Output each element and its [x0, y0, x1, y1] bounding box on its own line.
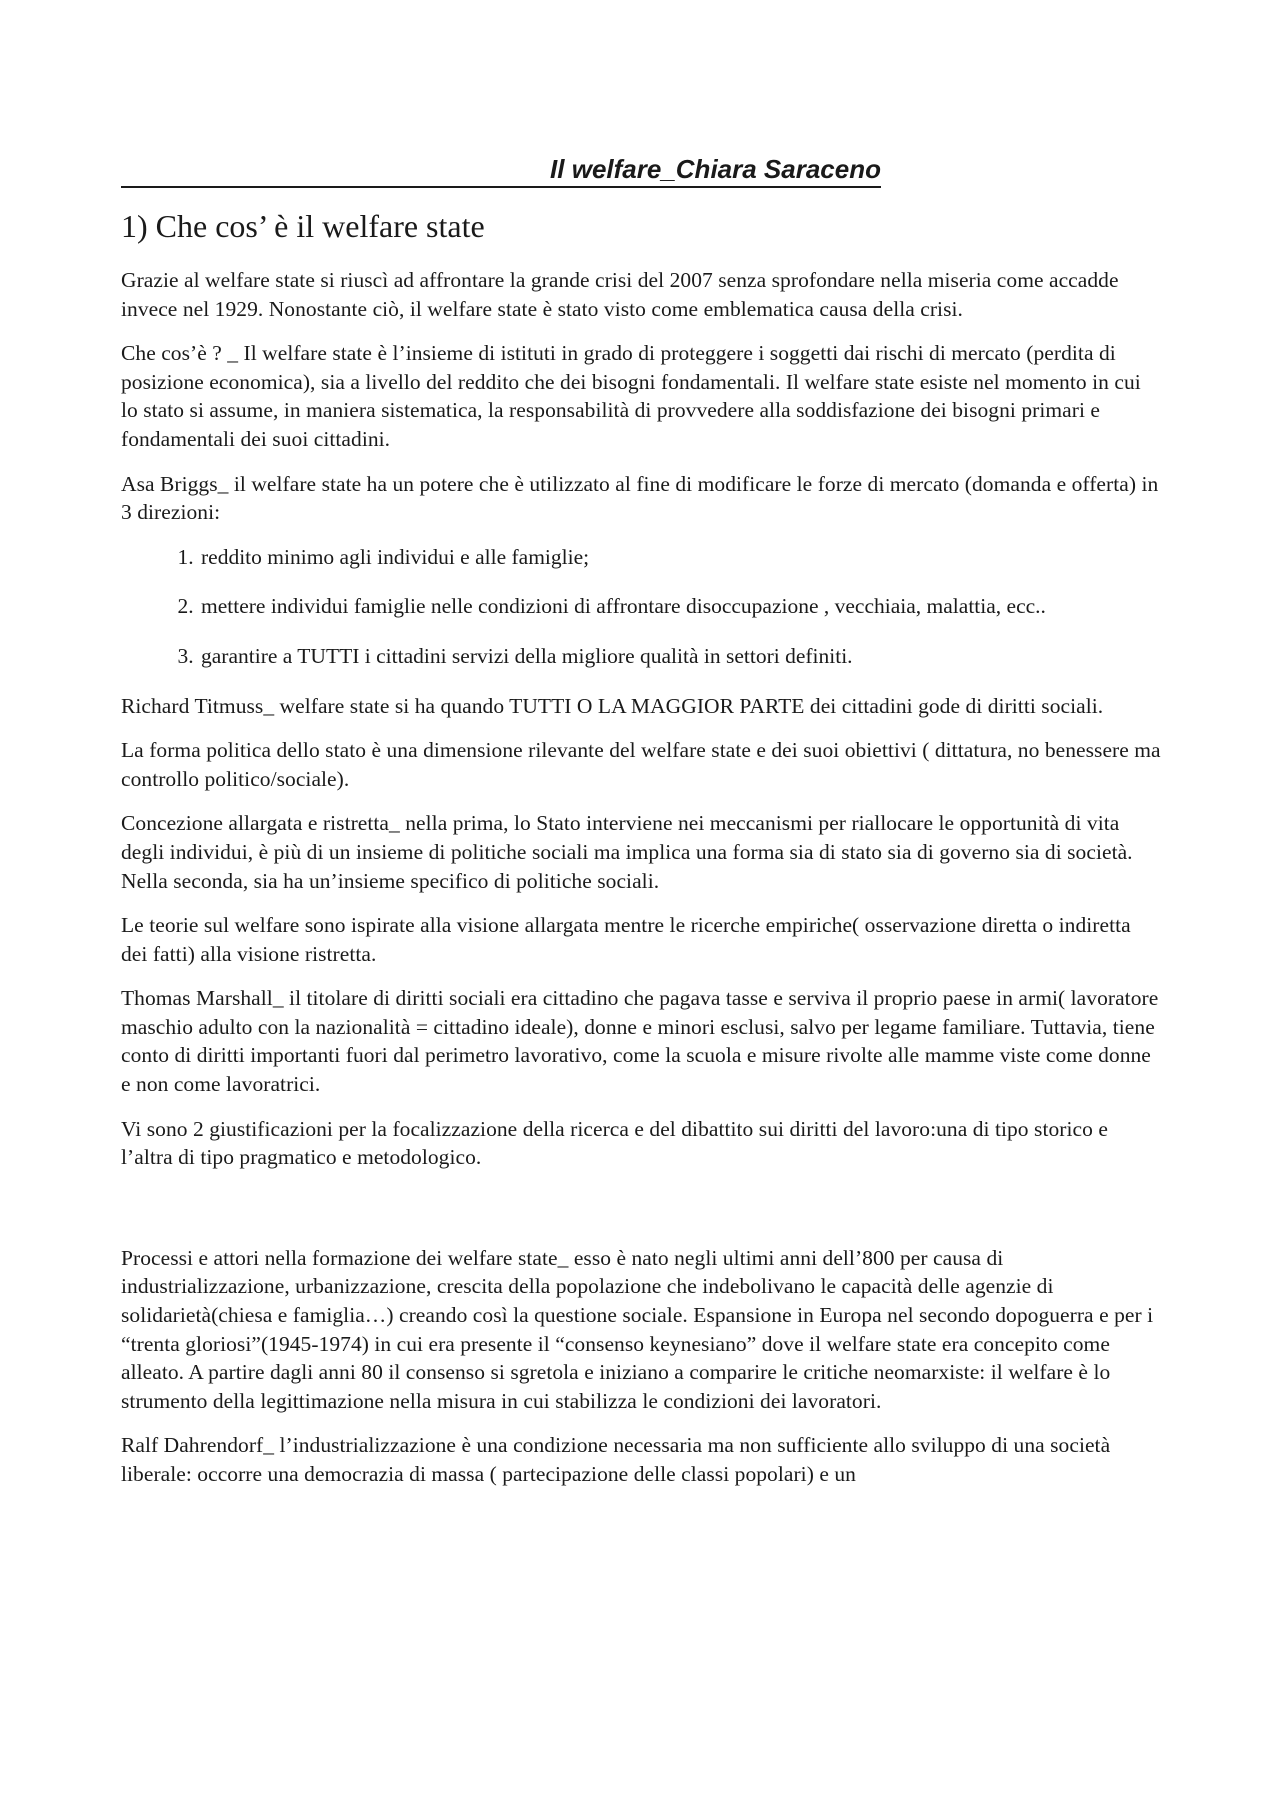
title-underline	[121, 148, 881, 188]
list-item: 1. reddito minimo agli individui e alle famiglie;	[199, 543, 1161, 572]
paragraph-theories: Le teorie sul welfare sono ispirate alla visione allargata mentre le ricerche empiriche( osservazione diretta o indiretta dei fatti) alla visione ristretta.	[121, 913, 1131, 966]
paragraph-marshall: Thomas Marshall_ il titolare di diritti sociali era cittadino che pagava tasse e serviva il proprio paese in armi( lavoratore maschio adulto con la nazionalità = cittadino ideale), donne e minori esclusi, salvo per legame familiare. Tuttavia, tiene conto di diritti importanti fuori dal perimetro lavorativo, come la scuola e misure rivolte alle mamme viste come donne e non come lavoratrici.	[121, 986, 1159, 1097]
paragraph-conception: Concezione allargata e ristretta_ nella prima, lo Stato interviene nei meccanismi per riallocare le opportunità di vita degli individui, è più di un insieme di politiche sociali ma implica una forma sia di stato sia di governo sia di società. Nella seconda, sia ha un’insieme specifico di politiche sociali.	[121, 811, 1133, 893]
briggs-directions-list	[121, 543, 1161, 671]
document-title: Il welfare_Chiara Saraceno	[550, 154, 881, 184]
section-heading: 1) Che cos’ è il welfare state	[121, 208, 485, 244]
list-item: 2. mettere individui famiglie nelle condizioni di affrontare disoccupazione , vecchiaia, malattia, ecc..	[199, 592, 1161, 621]
paragraph-briggs: Asa Briggs_ il welfare state ha un potere che è utilizzato al fine di modificare le forze di mercato (domanda e offerta) in 3 direzioni:	[121, 471, 1159, 525]
paragraph-definition: Che cos’è ? _ Il welfare state è l’insieme di istituti in grado di proteggere i soggetti dai rischi di mercato (perdita di posizione economica), sia a livello del reddito che dei bisogni fondamentali. Il welfare state esiste nel momento in cui lo stato si assume, in maniera sistematica, la responsabilità di provvedere alla soddisfazione dei bisogni primari e fondamentali dei suoi cittadini.	[121, 341, 1141, 451]
paragraph-processes: Processi e attori nella formazione dei welfare state_ esso è nato negli ultimi anni dell’800 per causa di industrializzazione, urbanizzazione, crescita della popolazione che indebolivano le capacità delle agenzie di solidarietà(chiesa e famiglia…) creando così la questione sociale. Espansione in Europa nel secondo dopoguerra e per i “trenta gloriosi”(1945-1974) in cui era presente il “consenso keynesiano” dove il welfare state era concepito come alleato. A partire dagli anni 80 il consenso si sgretola e iniziano a comparire le critiche neomarxiste: il welfare è lo strumento della legittimazione nella misura in cui stabilizza le condizioni dei lavoratori.	[121, 1245, 1154, 1413]
paragraph-intro: Grazie al welfare state si riuscì ad affrontare la grande crisi del 2007 senza sprofondare nella miseria come accadde invece nel 1929. Nonostante ciò, il welfare state è stato visto come emblematica causa della crisi.	[121, 268, 1119, 321]
paragraph-titmuss: Richard Titmuss_ welfare state si ha quando TUTTI O LA MAGGIOR PARTE dei cittadini gode di diritti sociali.	[121, 693, 1104, 718]
paragraph-political-form: La forma politica dello stato è una dimensione rilevante del welfare state e dei suoi obiettivi ( dittatura, no benessere ma controllo politico/sociale).	[121, 738, 1161, 791]
paragraph-dahrendorf: Ralf Dahrendorf_ l’industrializzazione è una condizione necessaria ma non sufficiente allo sviluppo di una società liberale: occorre una democrazia di massa ( partecipazione delle classi popolari) e un	[121, 1433, 1111, 1486]
blank-space	[121, 1188, 1161, 1244]
paragraph-justifications: Vi sono 2 giustificazioni per la focalizzazione della ricerca e del dibattito sui diritti del lavoro:una di tipo storico e l’altra di tipo pragmatico e metodologico.	[121, 1116, 1108, 1170]
list-item: 3. garantire a TUTTI i cittadini servizi della migliore qualità in settori definiti.	[199, 642, 1161, 671]
document-page	[121, 148, 1161, 1505]
